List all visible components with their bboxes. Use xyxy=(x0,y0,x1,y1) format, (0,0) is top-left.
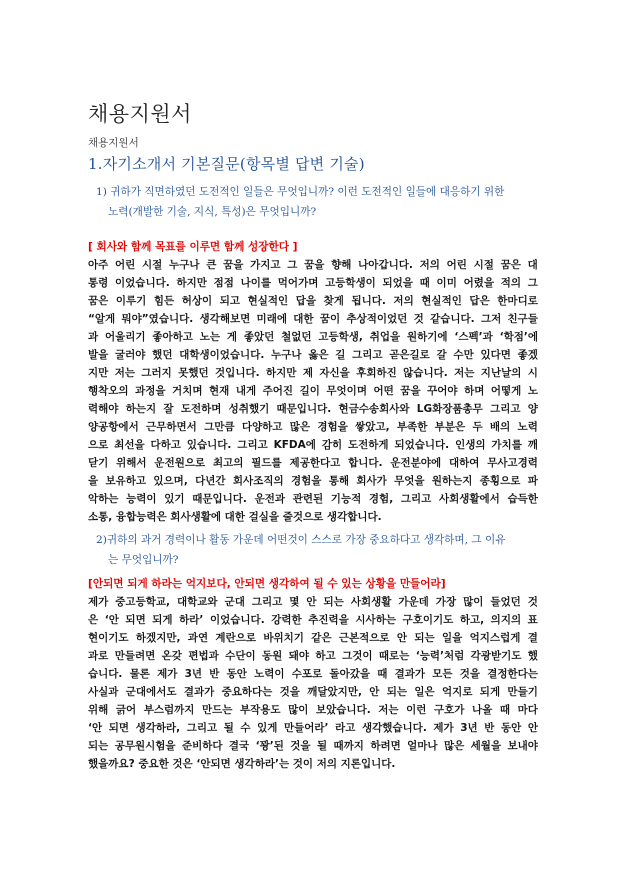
question-1 xyxy=(96,182,546,222)
question-2-line: 2)귀하의 과거 경력이나 활동 가운데 어떤것이 스스로 가장 중요하다고 생각하며, 그 이유 xyxy=(96,534,506,546)
question-1-line: 1) 귀하가 직면하였던 도전적인 일들은 무엇입니까? 이런 도전적인 일들에 대응하기 위한 xyxy=(96,186,505,198)
question-1-line: 노력(개발한 기술, 지식, 특성)은 무엇입니까? xyxy=(108,206,317,218)
answer-line: 통령 이었습니다. 하지만 점점 나이를 먹어가며 고등학생이 되었을 때 이미 어렸을 적의 그 xyxy=(88,277,538,289)
section-heading: 1.자기소개서 기본질문(항목별 답변 기술) xyxy=(88,155,365,173)
answer-line: 과 어울리기 좋아하고 노는 게 좋았던 철없던 고등학생, 취업을 원하기에 ‘스펙’과 ‘학점’에 xyxy=(88,331,538,343)
answer-line: 악하는 능력이 있기 때문입니다. 운전과 관련된 기능적 경험, 그리고 사회생활에서 습득한 xyxy=(88,493,538,505)
answer-2-heading: [안되면 되게 하라는 억지보다, 안되면 생각하여 될 수 있는 상황을 만들어라] xyxy=(88,578,446,590)
answer-line: 위해 긁어 부스럼까지 만드는 부작용도 많이 보았습니다. 저는 이런 구호가 나올 때 마다 xyxy=(88,704,538,716)
answer-line: 은 ‘안 되면 되게 하라’ 이었습니다. 강력한 추진력을 시사하는 구호이기도 하고, 의지의 표 xyxy=(88,614,538,626)
answer-line: 력해야 하는지 잘 도전하며 성취했기 때문입니다. 현금수송회사와 LG화장품총무 그리고 양 xyxy=(88,403,538,415)
question-2-line: 는 무엇입니까? xyxy=(108,554,179,566)
answer-line: 했을까요? 중요한 것은 ‘안되면 생각하라’는 것이 저의 지론입니다. xyxy=(88,758,396,770)
answer-line: 을 보유하고 있으며, 다년간 회사조직의 경험을 통해 회사가 무엇을 원하는지 종횡으로 파 xyxy=(88,475,538,487)
answer-line: 사실과 군대에서도 결과가 중요하다는 것을 깨달았지만, 안 되는 일은 억지로 되게 만들기 xyxy=(88,686,538,698)
document-subtitle: 채용지원서 xyxy=(88,137,139,149)
document-title: 채용지원서 xyxy=(88,102,192,126)
answer-1-heading: [ 회사와 함께 목표를 이루면 함께 성장한다 ] xyxy=(88,241,298,253)
answer-line: 꿈은 이루기 힘든 허상이 되고 현실적인 답을 찾게 됩니다. 저의 현실적인 답은 한마디로 xyxy=(88,295,538,307)
answer-line: 아주 어린 시절 누구나 큰 꿈을 가지고 그 꿈을 향해 나아갑니다. 저의 어린 시절 꿈은 대 xyxy=(88,259,538,271)
answer-line: “알게 뭐야”였습니다. 생각해보면 미래에 대한 꿈이 추상적이었던 것 같습니다. 그저 친구들 xyxy=(88,313,538,325)
answer-line: 발을 굴러야 했던 대학생이었습니다. 누구나 옳은 길 그리고 곧은길로 갈 수만 있다면 좋겠 xyxy=(88,349,538,361)
answer-line: 행착오의 과정을 거치며 현재 내게 주어진 길이 무엇이며 어떤 꿈을 꾸어야 하며 어떻게 노 xyxy=(88,385,538,397)
answer-line: 과로 만들려면 온갖 편법과 수단이 동원 돼야 하고 그것이 때로는 ‘능력’처럼 각광받기도 했 xyxy=(88,650,538,662)
answer-line: 닫기 위해서 운전원으로 최고의 필드를 제공한다고 합니다. 운전분야에 대하여 무사고경력 xyxy=(88,457,538,469)
answer-line: 현이기도 하겠지만, 과연 계란으로 바위치기 같은 근본적으로 안 되는 일을 억지스럽게 결 xyxy=(88,632,538,644)
answer-line: ‘안 되면 생각하라, 그리고 될 수 있게 만들어라’ 라고 생각했습니다. 제가 3년 반 동안 안 xyxy=(88,722,538,734)
answer-line: 습니다. 물론 제가 3년 반 동안 노력이 수포로 돌아갔을 때 결과가 모든 것을 결정한다는 xyxy=(88,668,538,680)
answer-line: 제가 중고등학교, 대학교와 군대 그리고 몇 안 되는 사회생활 가운데 가장 많이 들었던 것 xyxy=(88,596,538,608)
answer-line: 소통, 융합능력은 회사생활에 대한 걸실을 줄것으로 생각합니다. xyxy=(88,511,382,523)
answer-line: 되는 공무원시험을 준비하다 결국 ‘꽝’된 것을 될 때까지 하려면 얼마나 많은 세월을 보내야 xyxy=(88,740,538,752)
answer-2-body xyxy=(88,593,538,773)
answer-line: 양공항에서 근무하면서 그만큼 다양하고 많은 경험을 쌓았고, 부족한 부분은 두 배의 노력 xyxy=(88,421,538,433)
answer-line: 지만 저는 그러지 못했던 것입니다. 하지만 제 자신을 후회하진 않습니다. 저는 지난날의 시 xyxy=(88,367,538,379)
question-2 xyxy=(96,530,546,570)
answer-1-body xyxy=(88,256,538,526)
answer-line: 으로 최선을 다하고 있습니다. 그리고 KFDA에 감히 도전하게 되었습니다. 인생의 가치를 깨 xyxy=(88,439,538,451)
